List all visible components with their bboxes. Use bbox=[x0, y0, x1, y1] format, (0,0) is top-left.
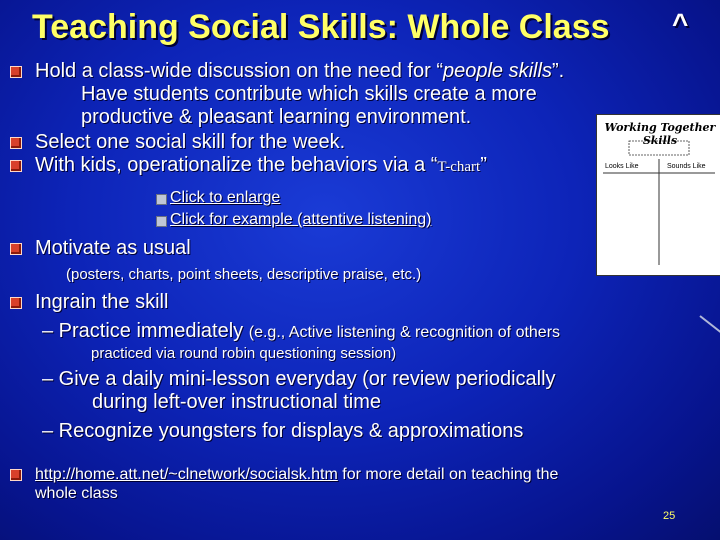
click-to-enlarge-link[interactable]: Click to enlarge bbox=[170, 189, 281, 206]
bullet-icon bbox=[10, 243, 22, 255]
bullet-2-text: Select one social skill for the week. bbox=[35, 131, 346, 153]
dash-3-line: – Recognize youngsters for displays & approximations bbox=[42, 420, 524, 442]
dash-2-line-1: – Give a daily mini-lesson everyday (or review periodically bbox=[42, 368, 556, 390]
bullet-6-text: for more detail on teaching the bbox=[337, 466, 559, 483]
dash-1-line-2: practiced via round robin questioning session) bbox=[91, 345, 397, 362]
sub-bullet-icon bbox=[156, 194, 167, 205]
dash-2-line-2: during left-over instructional time bbox=[92, 391, 382, 413]
socialsk-url-link[interactable]: http://home.att.net/~clnetwork/socialsk.htm bbox=[35, 466, 338, 483]
slide-title: Teaching Social Skills: Whole Class bbox=[32, 8, 610, 46]
bullet-icon bbox=[10, 160, 22, 172]
dash-1-small: (e.g., Active listening & recognition of others bbox=[248, 324, 561, 341]
bullet-1-line-1 bbox=[35, 60, 564, 83]
bullet-icon bbox=[10, 297, 22, 309]
bullet-4-note: (posters, charts, point sheets, descriptive praise, etc.) bbox=[66, 266, 422, 283]
bullet-icon bbox=[10, 137, 22, 149]
sub-bullet-icon bbox=[156, 216, 167, 227]
bullet-4-text: Motivate as usual bbox=[35, 237, 191, 259]
t-chart-col-left: Looks Like bbox=[605, 163, 639, 170]
bullet-icon bbox=[10, 469, 22, 481]
bullet-3-line bbox=[35, 154, 487, 179]
bullet-3-text-a: With kids, operationalize the behaviors via a “ bbox=[35, 154, 438, 176]
bullet-1-line-2: Have students contribute which skills create a more bbox=[81, 83, 537, 105]
t-chart-image[interactable] bbox=[596, 114, 720, 276]
caret-up-icon[interactable]: ^ bbox=[672, 8, 689, 39]
bullet-1-text-a: Hold a class-wide discussion on the need for “ bbox=[35, 60, 443, 82]
dash-1-main: – Practice immediately bbox=[42, 320, 244, 342]
page-number: 25 bbox=[663, 510, 676, 522]
bullet-6-line-2: whole class bbox=[35, 485, 118, 502]
dash-1-line bbox=[42, 320, 560, 344]
bullet-1-text-b: ”. bbox=[551, 60, 565, 82]
bullet-3-text-b: ” bbox=[480, 154, 487, 176]
t-chart-col-right: Sounds Like bbox=[667, 163, 706, 170]
bullet-6-line-1 bbox=[35, 466, 558, 484]
bullet-icon bbox=[10, 66, 22, 78]
click-for-example-link[interactable]: Click for example (attentive listening) bbox=[170, 211, 432, 228]
t-chart-heading: Working Together Skills bbox=[604, 121, 716, 147]
bullet-1-line-3: productive & pleasant learning environment. bbox=[81, 106, 472, 128]
t-chart-term: T-chart bbox=[437, 159, 481, 175]
bullet-5-text: Ingrain the skill bbox=[35, 291, 169, 313]
people-skills-emphasis: people skills bbox=[443, 60, 552, 82]
decorative-line bbox=[699, 315, 720, 335]
